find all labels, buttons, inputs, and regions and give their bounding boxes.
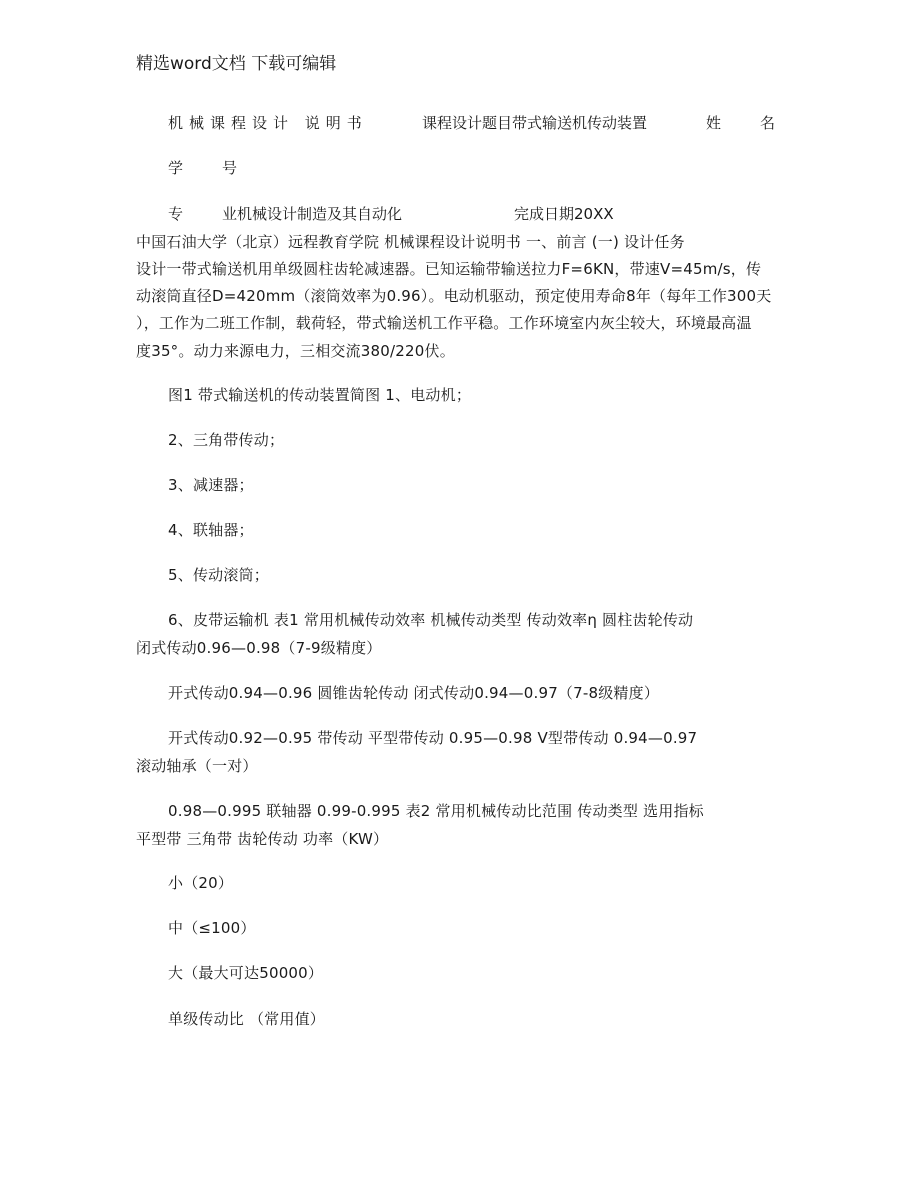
course-title: 机械课程设计 说明书 bbox=[168, 114, 368, 132]
major-label-part2: 业机械设计制造及其自动化 bbox=[222, 205, 403, 223]
list-item-3: 3、减速器； bbox=[168, 476, 254, 494]
open-drive-efficiency-2: 开式传动0.92—0.95 带传动 平型带传动 0.95—0.98 V型带传动 0.94—0.97 bbox=[168, 729, 698, 747]
power-large: 大（最大可达50000） bbox=[168, 964, 324, 982]
power-medium: 中（≤100） bbox=[168, 919, 256, 937]
cover-title-row bbox=[168, 112, 788, 134]
single-stage-ratio: 单级传动比 （常用值） bbox=[168, 1010, 325, 1028]
bearing-coupling-line: 0.98—0.995 联轴器 0.99-0.995 表2 常用机械传动比范围 传动类型 选用指标 bbox=[168, 802, 704, 820]
rolling-bearing-label: 滚动轴承（一对） bbox=[136, 757, 258, 775]
major-row bbox=[168, 203, 788, 225]
student-number-row bbox=[168, 157, 788, 179]
design-topic: 课程设计题目带式输送机传动装置 bbox=[422, 114, 648, 132]
document-header: 精选word文档 下载可编辑 bbox=[136, 54, 337, 74]
table-2-header: 平型带 三角带 齿轮传动 功率（KW） bbox=[136, 830, 389, 848]
intro-line: 中国石油大学（北京）远程教育学院 机械课程设计说明书 一、前言 (一) 设计任务 bbox=[136, 233, 685, 251]
task-line-3: ），工作为二班工作制，载荷轻，带式输送机工作平稳。工作环境室内灰尘较大，环境最高温 bbox=[136, 314, 752, 332]
closed-drive-efficiency: 闭式传动0.96—0.98（7-9级精度） bbox=[136, 639, 382, 657]
power-small: 小（20） bbox=[168, 874, 234, 892]
task-line-1: 设计一带式输送机用单级圆柱齿轮减速器。已知运输带输送拉力F=6KN，带速V=45m/s，传 bbox=[136, 260, 762, 278]
figure-1-caption: 图1 带式输送机的传动装置简图 1、电动机； bbox=[168, 386, 472, 404]
list-item-5: 5、传动滚筒； bbox=[168, 566, 269, 584]
name-label-part2: 名 bbox=[760, 114, 776, 132]
task-line-4: 度35°。动力来源电力，三相交流380/220伏。 bbox=[136, 342, 455, 360]
major-label-part1: 专 bbox=[168, 205, 184, 223]
list-item-2: 2、三角带传动； bbox=[168, 431, 285, 449]
task-line-2: 动滚筒直径D=420mm（滚筒效率为0.96）。电动机驱动，预定使用寿命8年（每年工作300天 bbox=[136, 287, 772, 305]
list-item-4: 4、联轴器； bbox=[168, 521, 254, 539]
name-label-part1: 姓 bbox=[706, 114, 722, 132]
student-number-label-part1: 学 bbox=[168, 159, 184, 177]
list-item-6: 6、皮带运输机 表1 常用机械传动效率 机械传动类型 传动效率η 圆柱齿轮传动 bbox=[168, 611, 694, 629]
completion-date: 完成日期20XX bbox=[514, 205, 614, 223]
student-number-label-part2: 号 bbox=[222, 159, 238, 177]
open-drive-efficiency-1: 开式传动0.94—0.96 圆锥齿轮传动 闭式传动0.94—0.97（7-8级精度） bbox=[168, 684, 660, 702]
